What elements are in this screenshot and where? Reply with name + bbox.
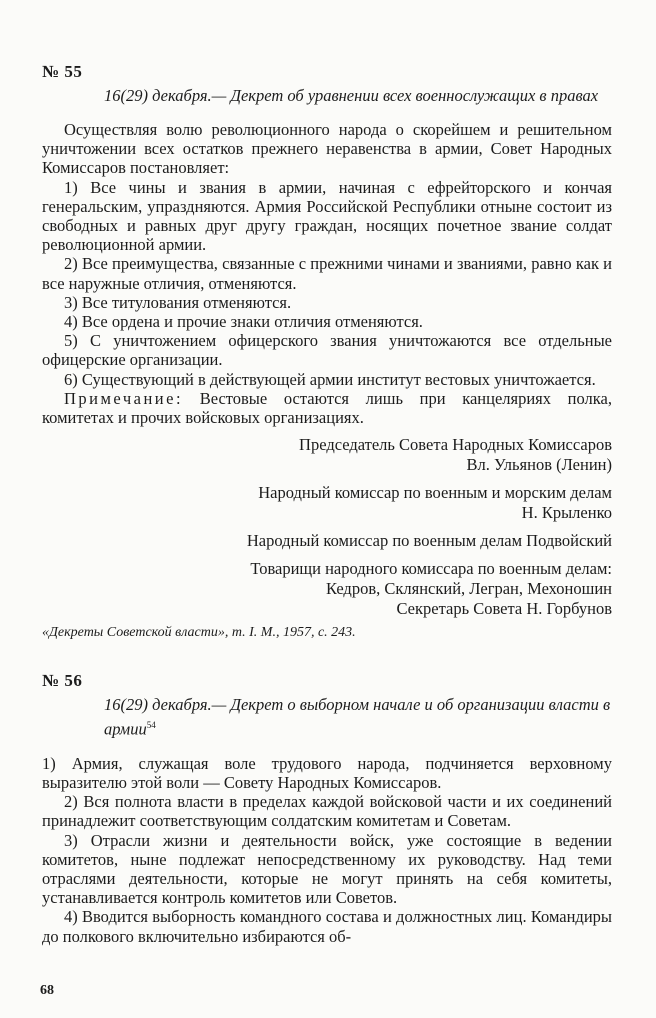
signature-title: Товарищи народного комиссара по военным делам: [250,559,612,579]
document-title [104,695,612,740]
signature-secretary: Секретарь Совета Н. Горбунов [396,599,612,619]
signature-commissar-military [42,531,612,551]
decree-item: 6) Существующий в действующей армии институт вестовых уничтожается. [64,369,596,389]
footnote-ref: 54 [146,720,156,731]
signature-line: Народный комиссар по военным делам Подвойский [246,531,612,551]
document-title-text: 16(29) декабря.— Декрет о выборном начале и об организации власти в армии [104,695,611,739]
signature-title: Народный комиссар по военным и морским делам [258,483,612,503]
signature-name: Вл. Ульянов (Ленин) [466,455,612,475]
document-56 [42,671,612,946]
signatures [42,435,612,619]
decree-item: 1) Все чины и звания в армии, начиная с ефрейторского и кончая генеральским, упраздняются. Армия Российской Республики отныне состоит из свободных и равных друг другу граждан, носящих почетное звание солдат революционной армии. [42,177,612,255]
note-text: Вестовые остаются лишь при канцеляриях полка, комитетах и прочих войсковых организациях. [42,388,612,428]
note [42,389,612,427]
decree-item: 5) С уничтожением офицерского звания уничтожаются все отдельные офицерские организации. [42,331,612,370]
page-number: 68 [40,983,54,998]
decree-item: 2) Вся полнота власти в пределах каждой войсковой части и их соединений принадлежит соответствующим солдатским комитетам и Советам. [42,792,612,831]
document-number: № 55 [42,62,83,81]
signature-name: Кедров, Склянский, Легран, Мехоношин [325,579,612,599]
decree-item: 4) Вводится выборность командного состава и должностных лиц. Командиры до полкового включительно избираются об- [42,907,612,946]
signature-chairman [42,435,612,475]
source-citation: «Декреты Советской власти», т. I. М., 1957, с. 243. [42,625,356,641]
note-label: Примечание: [64,388,184,408]
decree-item: 3) Отрасли жизни и деятельности войск, уже состоящие в ведении комитетов, ныне подлежат непосредственному их руководству. Над теми отраслями деятельности, которые не могут принять на себя комитеты, устанавливается контроль комитетов или Советов. [42,830,612,908]
decree-item: 3) Все титулования отменяются. [64,292,292,312]
decree-item: 2) Все преимущества, связанные с прежними чинами и званиями, равно как и все наружные отличия, отменяются. [42,254,612,293]
decree-item: 1) Армия, служащая воле трудового народа, подчиняется верховному выразителю этой воли — Совету Народных Комиссаров. [42,753,612,792]
decree-item: 4) Все ордена и прочие знаки отличия отменяются. [64,312,423,332]
preamble: Осуществляя волю революционного народа о скорейшем и решительном уничтожении всех остатков прежнего неравенства в армии, Совет Народных Комиссаров постановляет: [42,120,612,178]
signature-deputies [42,559,612,619]
document-number: № 56 [42,671,83,691]
page-content [42,62,612,946]
signature-commissar-naval [42,483,612,523]
signature-title: Председатель Совета Народных Комиссаров [299,435,612,455]
document-title: 16(29) декабря.— Декрет об уравнении всех военнослужащих в правах [104,86,599,105]
signature-name: Н. Крыленко [521,503,612,523]
document-55 [42,62,612,641]
